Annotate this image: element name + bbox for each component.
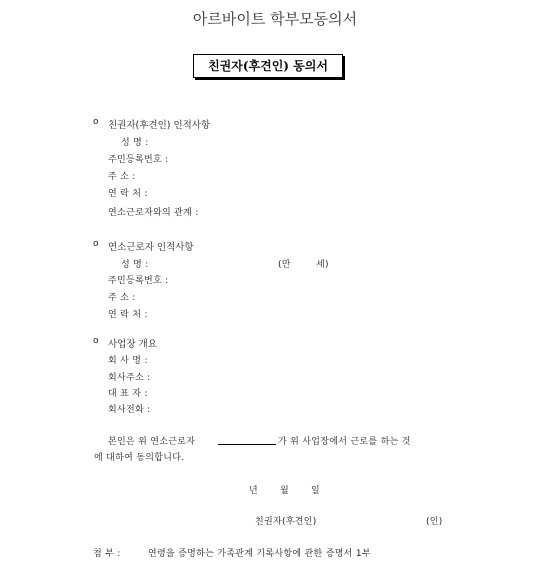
company-address-label: 회사주소 :	[108, 373, 151, 383]
guardian-contact-label: 연 락 처 :	[108, 189, 148, 199]
consent-line1-start: 본인은 위 연소근로자	[108, 437, 196, 447]
consent-form-title-box: 친권자(후견인) 동의서	[193, 54, 343, 78]
minor-name-label: 성 명 :	[121, 260, 149, 270]
attachment-label: 첨 부 :	[93, 549, 121, 559]
date-year: 년	[249, 486, 258, 496]
minor-age-close: 세)	[316, 260, 329, 270]
company-phone-label: 회사전화 :	[108, 405, 151, 415]
section-heading-minor: 연소근로자 인적사항	[108, 242, 194, 253]
bullet-icon: o	[93, 239, 99, 249]
minor-contact-label: 연 락 처 :	[108, 310, 148, 320]
minor-id-label: 주민등록번호 :	[108, 276, 169, 286]
ceo-label: 대 표 자 :	[108, 389, 148, 399]
consent-line1-end: 가 위 사업장에서 근로를 하는 것	[278, 437, 411, 447]
minor-address-label: 주 소 :	[108, 293, 136, 303]
bullet-icon: o	[93, 336, 99, 346]
section-heading-guardian: 친권자(후견인) 인적사항	[108, 120, 211, 131]
guardian-name-label: 성 명 :	[121, 138, 149, 148]
bullet-icon: o	[93, 117, 99, 127]
company-name-label: 회 사 명 :	[108, 356, 148, 366]
date-day: 일	[311, 486, 320, 496]
attachment-text: 연령을 증명하는 가족관계 기록사항에 관한 증명서 1부	[148, 549, 371, 559]
date-month: 월	[280, 486, 289, 496]
section-heading-workplace: 사업장 개요	[108, 339, 157, 350]
guardian-id-label: 주민등록번호 :	[108, 155, 169, 165]
signature-seal: (인)	[426, 517, 443, 527]
guardian-address-label: 주 소 :	[108, 172, 136, 182]
signature-label: 친권자(후견인)	[255, 517, 317, 527]
minor-name-blank-line	[218, 434, 276, 445]
document-title: 아르바이트 학부모동의서	[192, 10, 358, 28]
guardian-relation-label: 연소근로자와의 관계 :	[108, 208, 199, 218]
consent-line2: 에 대하여 동의합니다.	[94, 453, 185, 463]
minor-age-open: (만	[278, 260, 291, 270]
